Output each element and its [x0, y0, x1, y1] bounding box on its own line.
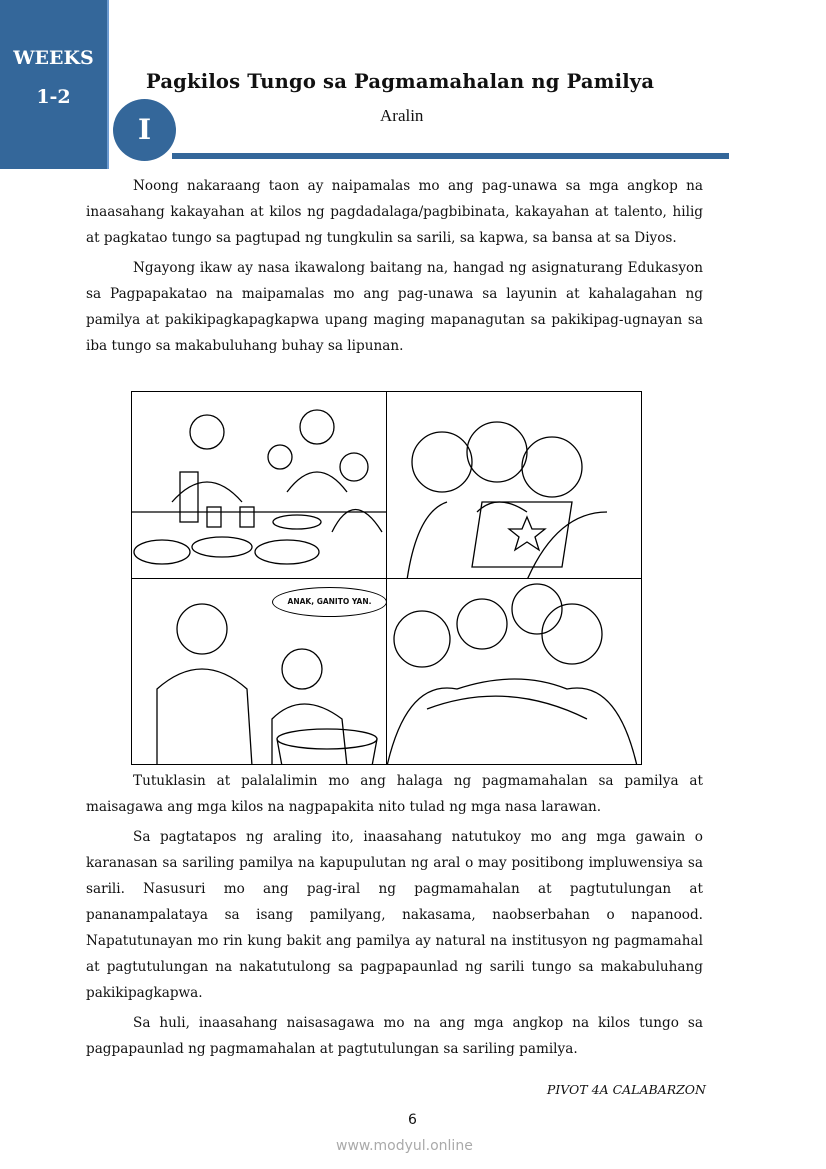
paragraph: Tutuklasin at palalalimin mo ang halaga ng pagmamahalan sa pamilya at maisagawa ang mga kilos na nagpapakita nito tulad ng mga nasa larawan.: [86, 773, 703, 815]
family-illustration: [131, 391, 642, 765]
family-meal-drawing: [131, 391, 387, 579]
weeks-label: WEEKS: [13, 47, 94, 69]
header-divider: [172, 153, 729, 159]
family-hug-drawing: [386, 578, 642, 765]
section-badge: I: [113, 99, 176, 161]
parent-child-cooking-drawing: [131, 578, 387, 765]
paragraph: Ngayong ikaw ay nasa ikawalong baitang na, hangad ng asignaturang Edukasyon sa Pagpapakatao na maipamalas mo ang pag-unawa sa layunin at kahalagahan ng pamilya at pakikipagkapagkapwa upang maging mapanagutan sa pakikipag-ugnayan sa iba tungo sa makabuluhang buhay sa lipunan.: [86, 260, 703, 354]
children-laptop-drawing: [386, 391, 642, 579]
weeks-number: 1-2: [36, 86, 71, 108]
paragraph: Sa huli, inaasahang naisasagawa mo na ang mga angkop na kilos tungo sa pagpapaunlad ng pagmamahalan at pagtutulungan sa sariling pamilya.: [86, 1015, 703, 1057]
page-title: Pagkilos Tungo sa Pagmamahalan ng Pamilya: [146, 70, 655, 93]
page-number: 6: [408, 1112, 417, 1128]
page-subtitle: Aralin: [380, 106, 424, 125]
footer-source: PIVOT 4A CALABARZON: [546, 1082, 706, 1097]
weeks-banner: [0, 0, 109, 169]
paragraph: Noong nakaraang taon ay naipamalas mo ang pag-unawa sa mga angkop na inaasahang kakayahan at kilos ng pagdadalaga/pagbibinata, kakayahan at talento, hilig at pagkatao tungo sa pagtupad ng tungkulin sa sarili, sa kapwa, sa bansa at sa Diyos.: [86, 178, 703, 246]
paragraph: Sa pagtatapos ng araling ito, inaasahang natutukoy mo ang mga gawain o karanasan sa sariling pamilya na kapupulutan ng aral o may positibong impluwensiya sa sarili. Nasusuri mo ang pag-iral ng pagmamahalan at pagtutulungan at pananampalataya sa isang pamilyang, nakasama, naobserbahan o napanood. Napatutunayan mo rin kung bakit ang pamilya ay natural na institusyon ng pagmamahal at pagtutulungan na nakatutulong sa pagpapaunlad ng sarili tungo sa makabuluhang pakikipagkapwa.: [86, 829, 703, 1001]
speech-bubble: ANAK, GANITO YAN.: [272, 587, 387, 617]
objectives-text: [86, 768, 703, 1066]
intro-text: [86, 173, 703, 363]
watermark: www.modyul.online: [336, 1138, 473, 1154]
